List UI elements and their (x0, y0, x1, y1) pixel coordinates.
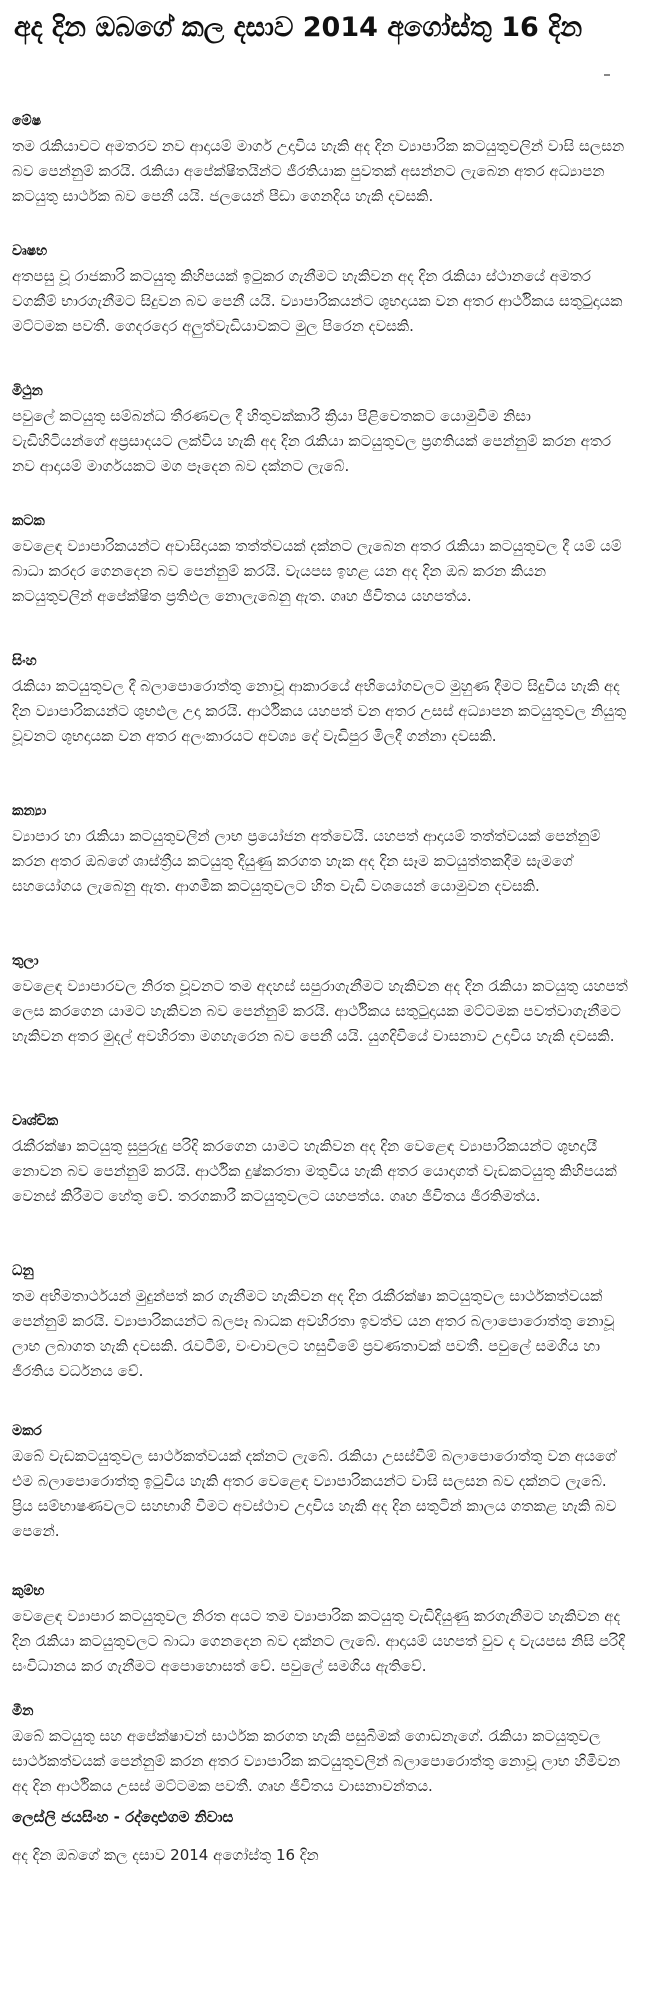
sign-block-makara (12, 1422, 628, 1544)
sign-block-meena (12, 1702, 628, 1799)
sign-name: මීන (12, 1703, 34, 1719)
sign-text: වෙළෙඳ ව්‍යාපාර කටයුතුවල නිරත අයට තම ව්‍යාපාරික කටයුතු වැඩිදියුණු කරගැනීමට හැකිවන අද දින රැකියා කටයුතුවලට බාධා ගෙනදෙන බව දක්නට ලැබේ. ආදායම් යහපත් වුව ද වැයපස නිසි පරිදි සංවිධානය කර ගැනීමට අපොහොසත් වේ. පවුලේ සමගිය ඇතිවේ. (12, 1607, 625, 1675)
sign-block-dhanu (12, 1262, 628, 1384)
sign-text: ඔබේ කටයුතු සහ අපේක්ෂාවන් සාර්ථක කරගත හැකි පසුබිමක් ගොඩනැගේ. රැකියා කටයුතුවල සාර්ථකත්වයක් පෙන්නුම් කරන අතර ව්‍යාපාරික කටයුතුවලින් බලාපොරොත්තු නොවූ ලාභ හිමිවන අද දින ආර්ථිකය උසස් මට්ටමක පවතී. ගෘහ ජීවිතය වාසනාවන්තය. (12, 1727, 621, 1795)
author-line: ලෙස්ලි ජයසිංහ - රද්දොළුගම නිවාස (12, 1808, 234, 1826)
sign-name: මේෂ (12, 113, 42, 129)
sign-name: මකර (12, 1423, 42, 1439)
sign-text: රැකීරක්ෂා කටයුතු සුපුරුදු පරිදි කරගෙන යාමට හැකිවන අද දින වෙළෙඳ ව්‍යාපාරිකයන්ට ශුභදායී නොවන බව පෙන්නුම් කරයි. ආර්ථික දුෂ්කරතා මතුවිය හැකි අතර යොදාගත් වැඩකටයුතු කිහිපයක් වෙනස් කිරීමට හේතු වේ. තරගකාරී කටයුතුවලට යහපත්ය. ගෘහ ජීවිතය ජීරතිමත්ය. (12, 1137, 617, 1205)
sign-name: වෘශ්චික (12, 1113, 59, 1129)
sign-text: අතපසු වූ රාජකාරි කටයුතු කිහිපයක් ඉටුකර ගැනීමට හැකිවන අද දින රැකියා ස්ථානයේ අමතර වගකීම් භාරගැනීමට සිදුවන බව පෙනී යයි. ව්‍යාපාරිකයන්ට ශුභදායක වන අතර ආර්ථිකය සතුටුදායක මට්ටමක පවතී. ගෙදරදොර අලුත්වැඩියාවකට මුල පිරෙන දවසකි. (12, 267, 623, 335)
sign-block-mesha (12, 112, 628, 209)
sign-name: මිථුන (12, 383, 43, 399)
sign-text: තම අභිමතාර්ථයන් මුදුන්පත් කර ගැනීමට හැකිවන අද දින රැකීරක්ෂා කටයුතුවල සාර්ථකත්වයක් පෙන්නුම් කරයි. ව්‍යාපාරිකයන්ට බලපෑ බාධක අවහිරතා ඉවත්ව යන අතර බලාපොරොත්තු නොවූ ලාභ ලබාගත හැකි දවසකි. රැවටීම්, වංචාවලට හසුවීමේ ප්‍රවණතාවක් පවතී. පවුලේ සමගිය හා ජීරතිය වර්ධනය වේ. (12, 1287, 615, 1380)
sign-block-kanya (12, 802, 628, 899)
sign-text: වෙළෙඳ ව්‍යාපාරිකයන්ට අවාසිදායක තත්ත්වයක් දක්නට ලැබෙන අතර රැකියා කටයුතුවල දී යම් යම් බාධා කරදර ගෙනදෙන බව පෙන්නුම් කරයි. වැයපස ඉහළ යන අද දින ඔබ කරන කියන කටයුතුවලින් අපේක්ෂිත ප්‍රතිඵල නොලැබෙනු ඇත. ගෘහ ජීවිතය යහපත්ය. (12, 537, 622, 605)
sign-name: තුලා (12, 953, 39, 969)
sign-block-kumbha (12, 1582, 628, 1679)
sign-text: තම රැකියාවට අමතරව නව ආදායම් මාර්ග උදාවිය හැකි අද දින ව්‍යාපාරික කටයුතුවලින් වාසි සලසන බව පෙන්නුම් කරයි. රැකියා අපේක්ෂිතයින්ට ජීරතියාක පුවතක් අසන්නට ලැබෙන අතර අධ්‍යාපන කටයුතු සාර්ථක බව පෙනී යයි. ජලයෙන් පීඩා ගෙනදිය හැකි දවසකි. (12, 137, 625, 205)
sign-block-vrushchika (12, 1112, 628, 1209)
sign-name: ධනු (12, 1263, 34, 1279)
page-title: අද දින ඔබගේ කල දසාව 2014 අගෝස්තු 16 දින (14, 12, 583, 43)
footer-line: අද දින ඔබගේ කල දසාව 2014 අගෝස්තු 16 දින (12, 1846, 319, 1864)
sign-text: රැකියා කටයුතුවල දී බලාපොරොත්තු නොවූ ආකාරයේ අභියෝගවලට මුහුණ දීමට සිදුවිය හැකි අද දින ව්‍යාපාරිකයන්ට ශුභඵල උදා කරයි. ආර්ථිකය යහපත් වන අතර උසස් අධ්‍යාපන කටයුතුවල නියුතු වූවනට ශුභදායක වන අතර අලංකාරයට අවශ්‍ය දේ වැඩිපුර මිලදී ගන්නා දවසකි. (12, 677, 627, 745)
sign-name: කුම්භ (12, 1583, 45, 1599)
sign-block-simha (12, 652, 628, 749)
sign-block-tula (12, 952, 628, 1049)
sign-name: කටක (12, 513, 45, 529)
sign-block-vrushabha (12, 242, 628, 339)
corner-mark (604, 74, 610, 76)
sign-block-mithuna (12, 382, 628, 479)
sign-text: පවුලේ කටයුතු සම්බන්ධ තීරණවල දී හිතුවක්කාරී ක්‍රියා පිළිවෙතකට යොමුවීම නිසා වැඩිහිටියන්ගේ අප්‍රසාදයට ලක්විය හැකි අද දින රැකියා කටයුතුවල ප්‍රගතියක් පෙන්නුම් කරන අතර නව ආදායම් මාර්ගයකට මග පෑදෙන බව දක්නට ලැබේ. (12, 407, 612, 475)
sign-block-kataka (12, 512, 628, 609)
sign-name: වෘෂභ (12, 243, 48, 259)
sign-text: ඔබේ වැඩකටයුතුවල සාර්ථකත්වයක් දක්නට ලැබේ. රැකියා උසස්වීම් බලාපොරොත්තු වන අයගේ එම බලාපොරොත්තු ඉටුවිය හැකි අතර වෙළෙඳ ව්‍යාපාරිකයන්ට වාසි සලසන බව දක්නට ලැබේ. ප්‍රිය සම්භාෂණවලට සහභාගි වීමට අවස්ථාව උදාවිය හැකි අද දින සතුටින් කාලය ගතකළ හැකි බව පෙනේ. (12, 1447, 617, 1540)
sign-name: සිංහ (12, 653, 37, 669)
sign-text: ව්‍යාපාර හා රැකියා කටයුතුවලින් ලාභ ප්‍රයෝජන අත්වෙයි. යහපත් ආදායම් තත්ත්වයක් පෙන්නුම් කරන අතර ඔබගේ ශාස්ත්‍රීය කටයුතු දියුණු කරගත හැක අද දින සෑම කටයුත්තකදීම සැමගේ සහයෝගය ලැබෙනු ඇත. ආගමික කටයුතුවලට හිත වැඩි වශයෙන් යොමුවන දවසකි. (12, 827, 601, 895)
sign-text: වෙළෙඳ ව්‍යාපාරවල නිරත වූවනට තම අදහස් සපුරාගැනීමට හැකිවන අද දින රැකියා කටයුතු යහපත් ලෙස කරගෙන යාමට හැකිවන බව පෙන්නුම් කරයි. ආර්ථිකය සතුටුදායක මට්ටමක පවත්වාගැනීමට හැකිවන අතර මුදල් අවහිරතා මගහැරෙන බව පෙනී යයි. යුගදිවියේ වාසනාව උදාවිය හැකි දවසකි. (12, 977, 628, 1045)
sign-name: කන්‍යා (12, 803, 47, 819)
